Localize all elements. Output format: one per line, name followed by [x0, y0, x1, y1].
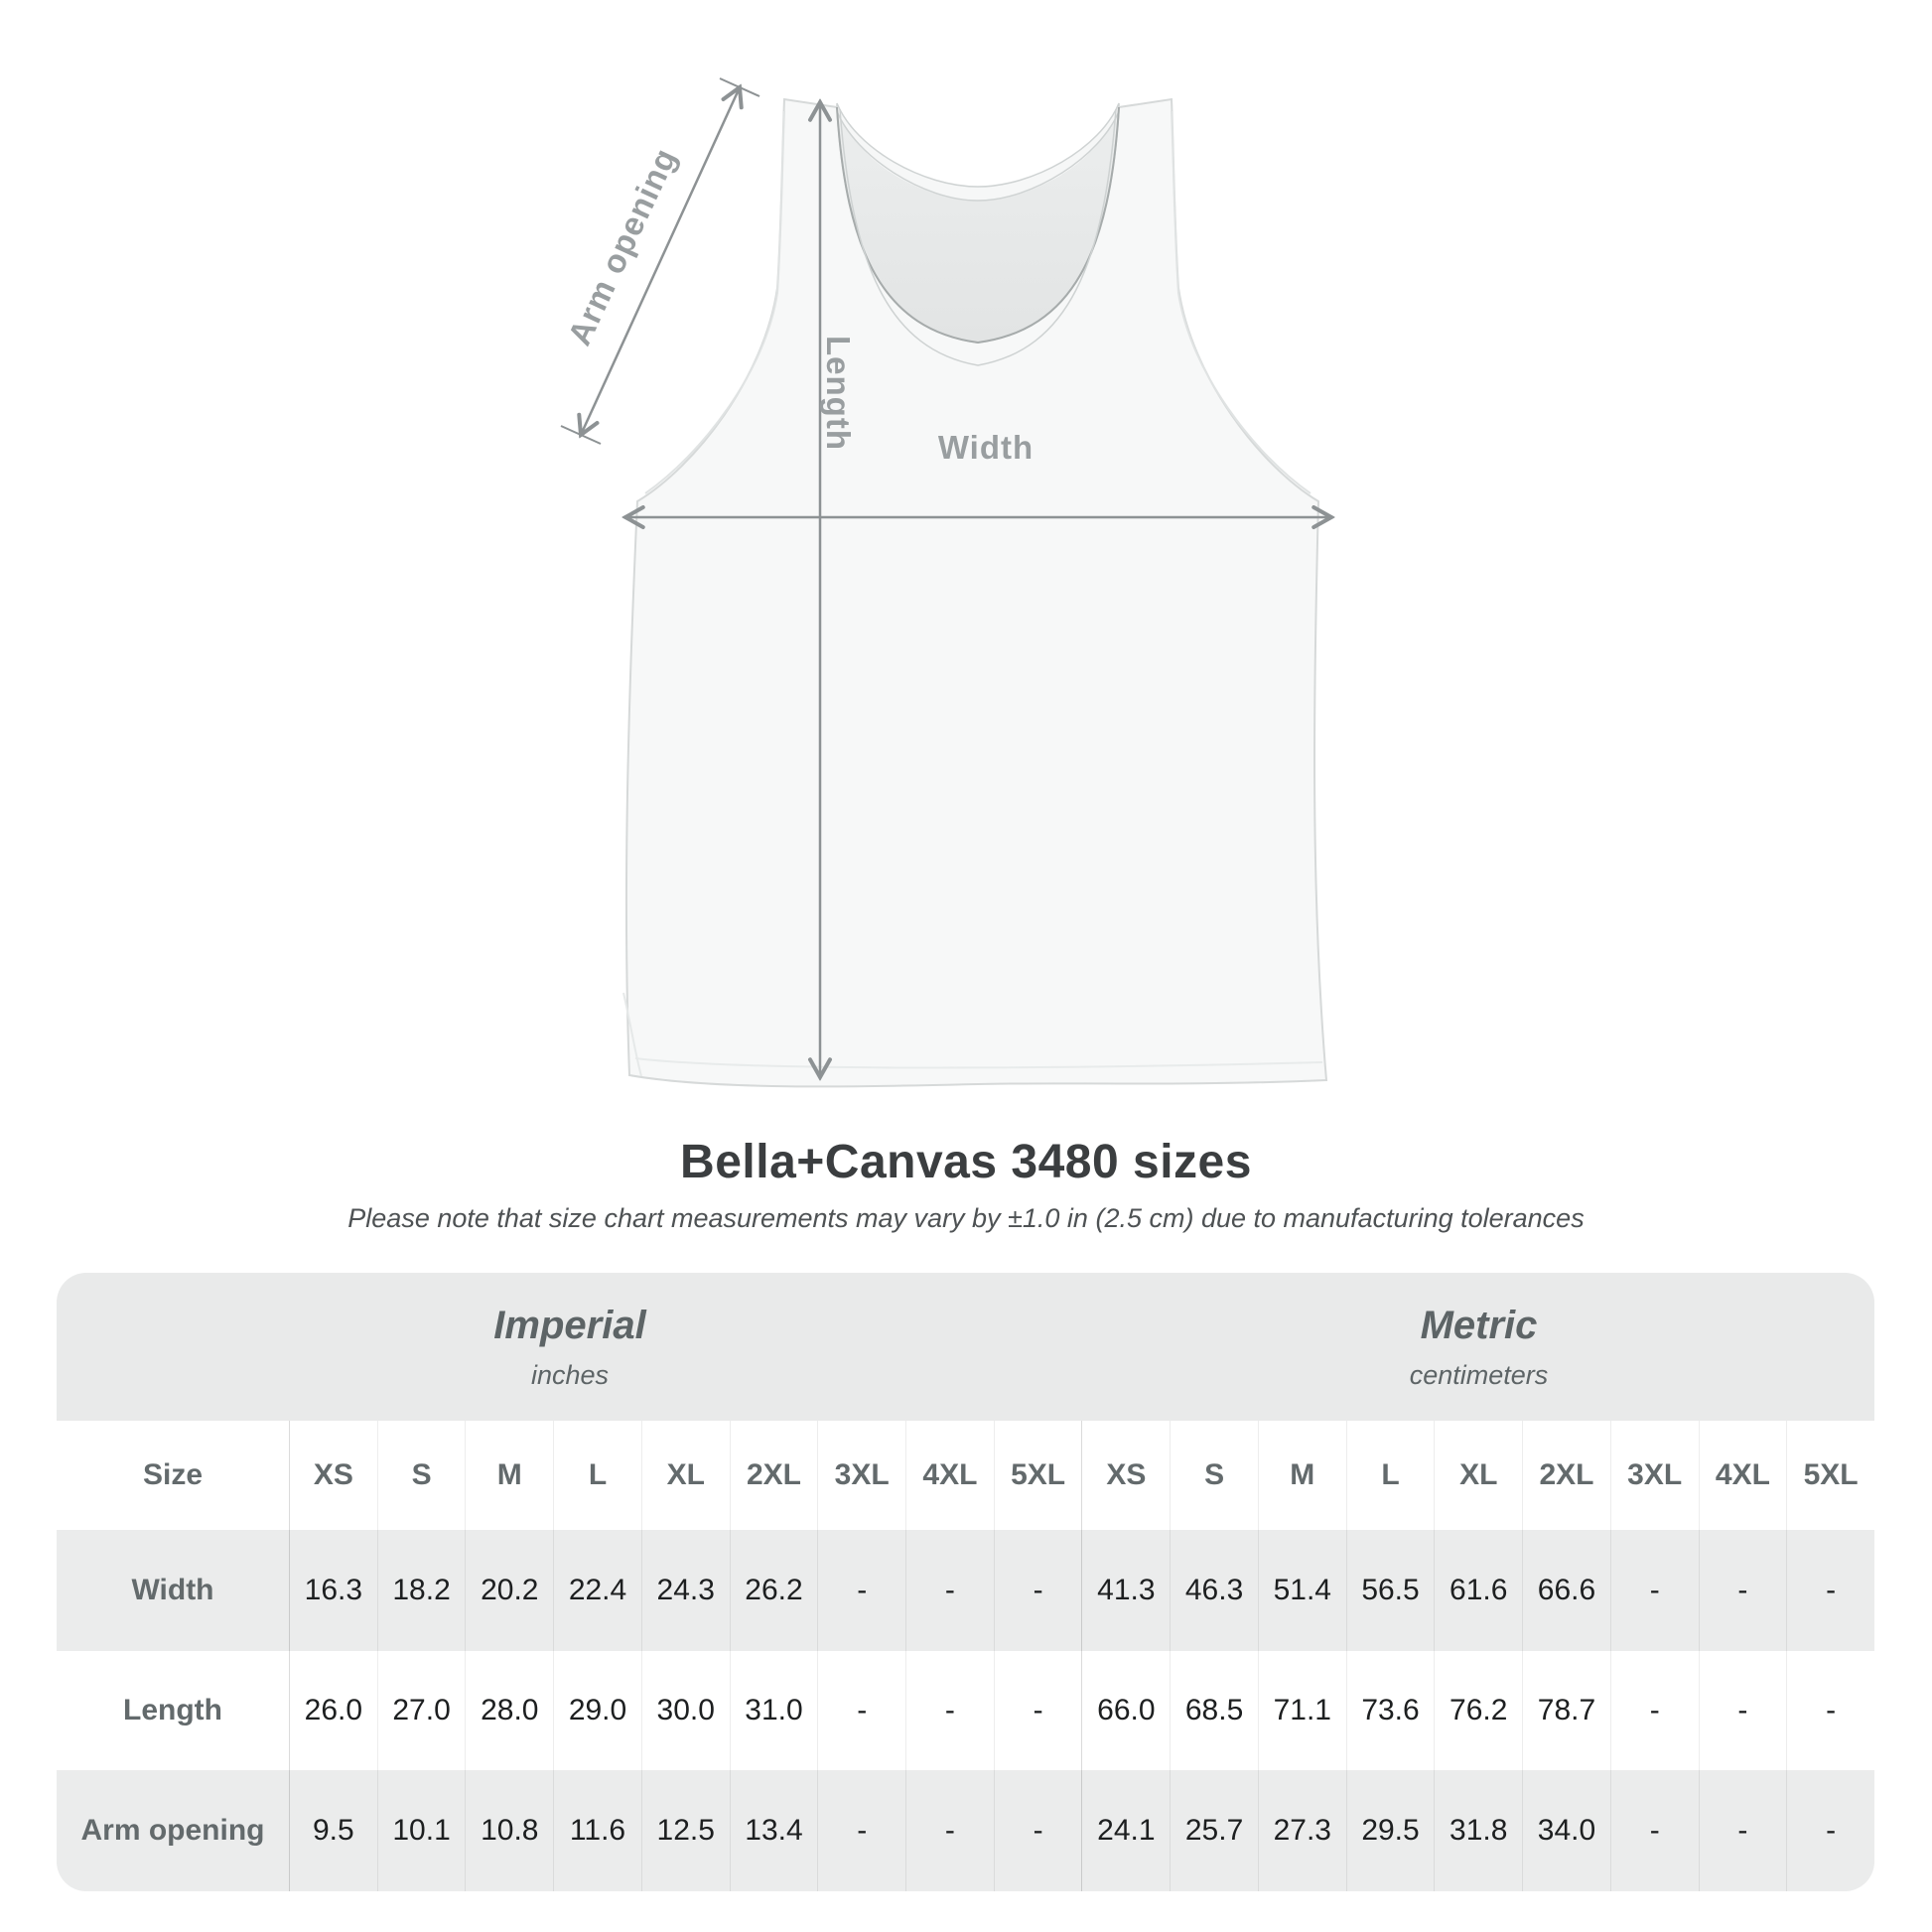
size-value-cell: 46.3	[1170, 1530, 1258, 1651]
size-value-cell: 9.5	[289, 1770, 377, 1891]
imperial-size-header: XL	[641, 1421, 730, 1530]
metric-size-header: 5XL	[1786, 1421, 1874, 1530]
size-value-cell: 20.2	[465, 1530, 553, 1651]
size-value-cell: -	[994, 1530, 1082, 1651]
imperial-size-header: 5XL	[994, 1421, 1082, 1530]
size-value-cell: 26.0	[289, 1651, 377, 1770]
size-value-cell: 26.2	[730, 1530, 818, 1651]
size-value-cell: -	[905, 1530, 994, 1651]
arm-opening-tick-bottom	[561, 426, 601, 444]
size-value-cell: 30.0	[641, 1651, 730, 1770]
metric-label: Metric	[1420, 1303, 1538, 1347]
size-value-cell: 68.5	[1170, 1651, 1258, 1770]
size-value-cell: 34.0	[1522, 1770, 1610, 1891]
size-value-cell: -	[994, 1651, 1082, 1770]
page-title: Bella+Canvas 3480 sizes	[680, 1136, 1252, 1188]
size-value-cell: -	[817, 1530, 905, 1651]
arm-opening-tick-top	[720, 78, 759, 96]
imperial-size-header: 4XL	[905, 1421, 994, 1530]
size-value-cell: -	[817, 1651, 905, 1770]
imperial-label: Imperial	[493, 1303, 646, 1347]
size-value-cell: 51.4	[1258, 1530, 1346, 1651]
size-value-cell: -	[1786, 1530, 1874, 1651]
size-value-cell: 41.3	[1081, 1530, 1170, 1651]
size-value-cell: -	[994, 1770, 1082, 1891]
metric-size-header: XS	[1081, 1421, 1170, 1530]
size-value-cell: 29.0	[553, 1651, 641, 1770]
imperial-section-header	[57, 1273, 1083, 1421]
size-value-cell: 66.0	[1081, 1651, 1170, 1770]
size-value-cell: 16.3	[289, 1530, 377, 1651]
size-column-header: Size	[142, 1458, 204, 1491]
size-value-cell: -	[817, 1770, 905, 1891]
row-label: Length	[123, 1694, 222, 1726]
size-value-cell: 10.1	[377, 1770, 466, 1891]
size-value-cell: 29.5	[1346, 1770, 1435, 1891]
metric-size-header: 2XL	[1522, 1421, 1610, 1530]
metric-size-header: M	[1258, 1421, 1346, 1530]
size-value-cell: -	[1610, 1651, 1699, 1770]
size-value-cell: 28.0	[465, 1651, 553, 1770]
imperial-size-header: 3XL	[817, 1421, 905, 1530]
imperial-size-header: L	[553, 1421, 641, 1530]
tolerance-note: Please note that size chart measurements may vary by ±1.0 in (2.5 cm) due to manufacturing tolerances	[347, 1203, 1585, 1233]
size-value-cell: 11.6	[553, 1770, 641, 1891]
imperial-size-header: M	[465, 1421, 553, 1530]
width-label: Width	[937, 429, 1035, 466]
size-value-cell: 56.5	[1346, 1530, 1435, 1651]
metric-units-label: centimeters	[1409, 1359, 1549, 1390]
size-value-cell: 71.1	[1258, 1651, 1346, 1770]
imperial-size-header: 2XL	[730, 1421, 818, 1530]
size-value-cell: 24.3	[641, 1530, 730, 1651]
size-value-cell: 24.1	[1081, 1770, 1170, 1891]
size-value-cell: 66.6	[1522, 1530, 1610, 1651]
size-value-cell: -	[1699, 1530, 1787, 1651]
size-value-cell: -	[1786, 1770, 1874, 1891]
size-value-cell: 78.7	[1522, 1651, 1610, 1770]
metric-size-header: 4XL	[1699, 1421, 1787, 1530]
size-value-cell: 25.7	[1170, 1770, 1258, 1891]
metric-size-header: S	[1170, 1421, 1258, 1530]
size-value-cell: -	[905, 1770, 994, 1891]
metric-size-header: XL	[1434, 1421, 1522, 1530]
size-value-cell: 18.2	[377, 1530, 466, 1651]
size-value-cell: 13.4	[730, 1770, 818, 1891]
size-table	[57, 1273, 1874, 1891]
length-label: Length	[820, 336, 857, 451]
size-value-cell: 22.4	[553, 1530, 641, 1651]
imperial-size-header: S	[377, 1421, 466, 1530]
size-grid	[57, 1421, 1874, 1891]
arm-opening-label: Arm opening	[560, 142, 684, 351]
metric-section-header	[1083, 1273, 1874, 1421]
size-value-cell: 27.3	[1258, 1770, 1346, 1891]
size-value-cell: 73.6	[1346, 1651, 1435, 1770]
metric-size-header: L	[1346, 1421, 1435, 1530]
size-value-cell: -	[905, 1651, 994, 1770]
metric-size-header: 3XL	[1610, 1421, 1699, 1530]
size-value-cell: -	[1699, 1651, 1787, 1770]
size-value-cell: 31.0	[730, 1651, 818, 1770]
size-value-cell: 31.8	[1434, 1770, 1522, 1891]
size-value-cell: -	[1786, 1651, 1874, 1770]
size-value-cell: 10.8	[465, 1770, 553, 1891]
size-value-cell: -	[1699, 1770, 1787, 1891]
imperial-size-header: XS	[289, 1421, 377, 1530]
imperial-units-label: inches	[530, 1359, 610, 1390]
size-value-cell: 61.6	[1434, 1530, 1522, 1651]
size-value-cell: -	[1610, 1530, 1699, 1651]
row-label: Width	[57, 1530, 289, 1651]
size-value-cell: -	[1610, 1770, 1699, 1891]
unit-system-banner	[57, 1273, 1874, 1421]
size-value-cell: 27.0	[377, 1651, 466, 1770]
row-label: Arm opening	[57, 1770, 289, 1891]
size-value-cell: 12.5	[641, 1770, 730, 1891]
size-value-cell: 76.2	[1434, 1651, 1522, 1770]
